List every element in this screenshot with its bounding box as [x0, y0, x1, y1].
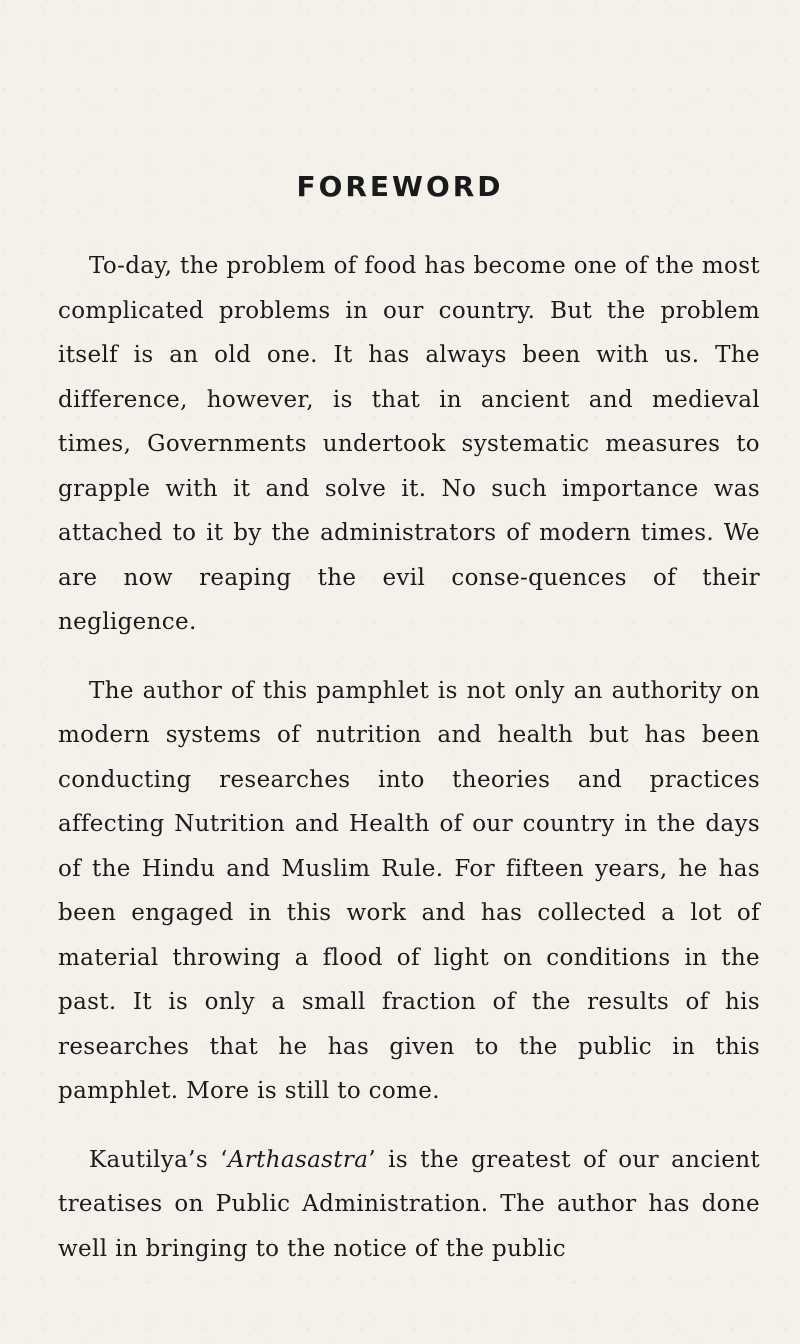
foreword-body — [58, 244, 760, 1271]
foreword-heading: FOREWORD — [296, 170, 504, 203]
foreword-paragraph-2: The author of this pamphlet is not only an authority on modern systems of nutrition and health but has been conducting researches into theories and practices affecting Nutrition and Health of our country in the days of the Hindu and Muslim Rule. For fifteen years, he has been engaged in this work and has collected a lot of material throwing a flood of light on conditions in the past. It is only a small fraction of the results of his researches that he has given to the public in this pamphlet. More is still to come. — [58, 677, 760, 1104]
paragraph-3-remaining-text: ’ is the greatest of our ancient treatises on Public Administration. The author has done well in bringing to the notice of the public — [58, 1146, 760, 1262]
paragraph-3-lead-text: Kautilya’s ‘ — [89, 1146, 228, 1173]
foreword-paragraph-3 — [58, 1138, 760, 1272]
treatise-title: Arthasastra — [227, 1146, 369, 1173]
foreword-paragraph-1: To-day, the problem of food has become one of the most complicated problems in our country. But the problem itself is an old one. It has always been with us. The difference, however, is that in ancient and medieval times, Governments undertook systematic measures to grapple with it and solve it. No such importance was attached to it by the administrators of modern times. We are now reaping the evil conse-quences of their negligence. — [58, 253, 760, 635]
